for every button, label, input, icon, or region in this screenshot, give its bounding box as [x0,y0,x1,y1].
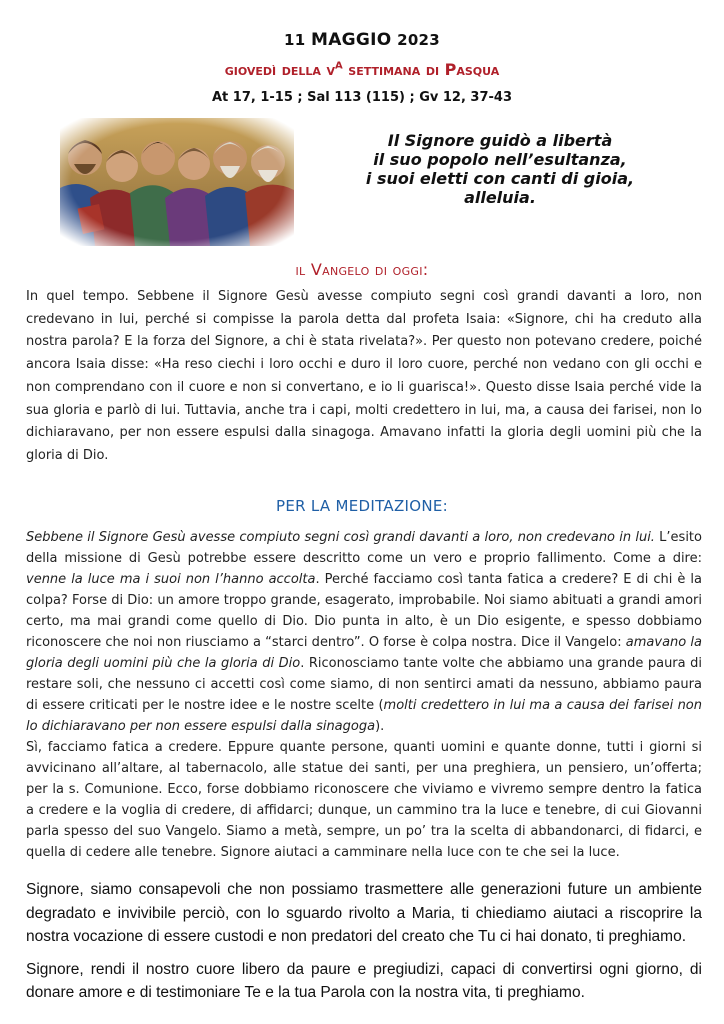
antiphon [330,131,670,207]
apostles-painting [60,118,294,246]
meditation-paragraph-2: Sì, facciamo fatica a credere. Eppure quante persone, quanti uomini e quante donne, tutti i giorni si avvicinano all’altare, al tabernacolo, alle statue dei santi, per una preghiera, un pensiero, un’offerta; per la s. Comunione. Ecco, forse dobbiamo riconoscere che viviamo e vivremo sempre dentro la fatica a credere e la voglia di credere, di affidarci; dunque, un cammino tra la luce e tenebre, di cui Giovanni parla spesso del suo Vangelo. Siamo a metà, sempre, un po’ tra la scelta di abbandonarci, di fidarci, e quella di cedere alle tenebre. Signore aiutaci a camminare nella luce con te che sei la luce. [26,740,702,860]
date-year: 2023 [397,31,441,49]
date-heading [0,30,724,50]
readings-reference: At 17, 1-15 ; Sal 113 (115) ; Gv 12, 37-43 [212,90,512,105]
meditation-span: . Riconosciamo tante volte che abbiamo una grande paura di restare soli, che nessuno ci accetti così come siamo, di non sentirci amati da nessuno, abbiamo paura di essere criticati per le nostre idee e le nostre scelte ( [26,656,703,713]
liturgy-suffix: settimana di Pasqua [342,60,500,79]
gospel-text: In quel tempo. Sebbene il Signore Gesù avesse compiuto segni così grandi davanti a loro, non credevano in lui, perché si compisse la parola detta dal profeta Isaia: «Signore, chi ha creduto alla nostra parola? E la forza del Signore, a chi è stata rivelata?». Per questo non potevano credere, poiché ancora Isaia disse: «Ha reso ciechi i loro occhi e duro il loro cuore, perché non vedano con gli occhi e non comprendano con il cuore e non si convertano, e io li guarisca!». Questo disse Isaia perché vide la sua gloria e parlò di lui. Tuttavia, anche tra i capi, molti credettero in lui, ma, a causa dei farisei, non lo dichiaravano, per non essere espulsi dalla sinagoga. Amavano infatti la gloria degli uomini più che la gloria di Dio. [26,289,702,463]
antiphon-line: Il Signore guidò a libertà [387,131,613,150]
meditation-span: venne la luce ma i suoi non l’hanno accolta [26,572,316,587]
meditation-title: PER LA MEDITAZIONE: [275,497,449,515]
antiphon-line: il suo popolo nell’esultanza, [373,150,627,169]
date-month: MAGGIO [310,30,392,50]
meditation-span: Sebbene il Signore Gesù avesse compiuto segni così grandi davanti a loro, non credevano in lui. [26,530,655,545]
date-day: 11 [283,31,306,49]
liturgy-prefix: giovedì della v [224,60,335,79]
antiphon-line: i suoi eletti con canti di gioia, [365,169,635,188]
meditation-span: molti credettero in lui ma a causa dei farisei non lo dichiaravano per non essere espulsi dalla sinagoga [26,698,702,734]
apostles-painting-image [60,118,294,246]
meditation-span: . Perché facciamo così tanta fatica a credere? E di chi è la colpa? Forse di Dio: un amore troppo grande, esagerato, improbabile. Noi siamo abituati a grandi amori certo, ma mai grandi come quello di Dio. Dio punta in alto, è un Dio esigente, e spesso dobbiamo riconoscere che noi non riusciamo a “starci dentro”. O forse è colpa nostra. Dice il Vangelo: [26,572,702,650]
prayers [26,878,702,1014]
meditation-paragraph-1 [26,527,702,737]
meditation-span: ). [375,719,385,734]
gospel-title: il Vangelo di oggi: [295,260,429,279]
liturgical-day [0,60,724,79]
antiphon-line: alleluia. [464,188,536,207]
prayer-intention: Signore, rendi il nostro cuore libero da paure e pregiudizi, capaci di convertirsi ogni giorno, di donare amore e di testimoniare Te e la tua Parola con la nostra vita, ti preghiamo. [26,960,702,1001]
meditation-span: L’esito della missione di Gesù potrebbe essere descritto come un vero e proprio fallimento. Come a dire: [26,530,702,566]
prayer-intention: Signore, siamo consapevoli che non possiamo trasmettere alle generazioni future un ambiente degradato e invivibile perciò, con lo sguardo rivolto a Maria, ti chiediamo aiutaci a riscoprire la nostra vocazione di essere custodi e non predatori del creato che Tu ci hai donato, ti preghiamo. [26,881,702,945]
meditation-span: amavano la gloria degli uomini più che la gloria di Dio [26,635,702,671]
liturgy-superscript: A [334,60,343,72]
meditation-text [26,527,702,863]
